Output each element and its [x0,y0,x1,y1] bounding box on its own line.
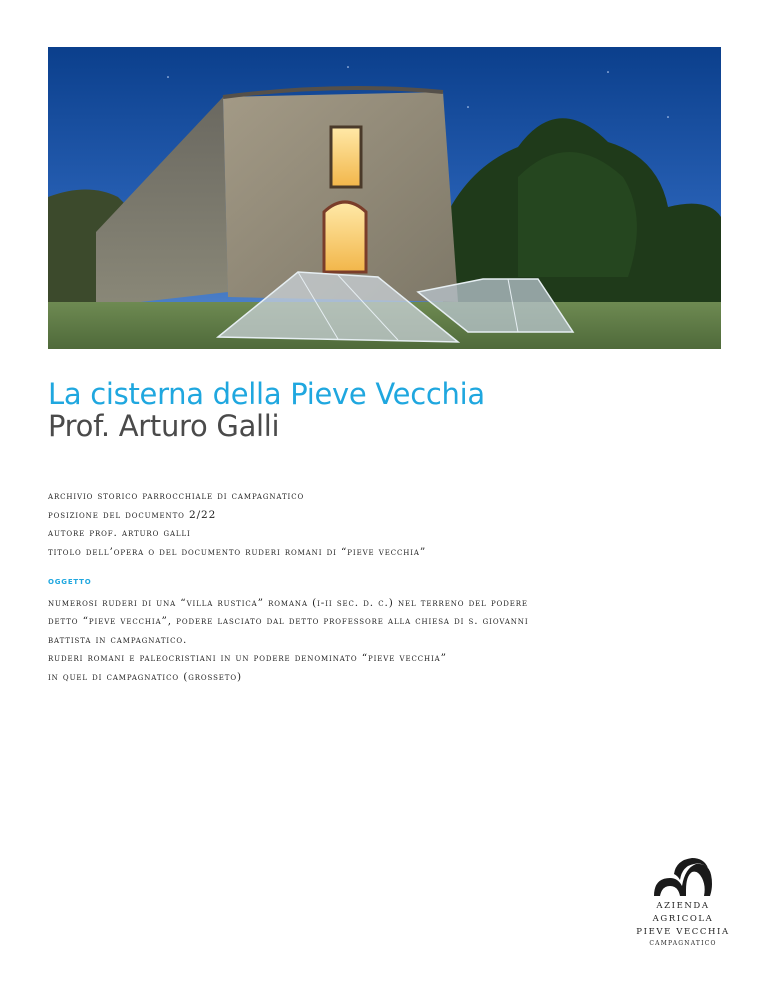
title-line-2: Prof. Arturo Galli [48,409,280,443]
meta-line: posizione del documento 2/22 [48,508,217,521]
subject-line: ruderi romani e paleocristiani in un podere denominato “pieve vecchia” [48,652,447,664]
subject-line: numerosi ruderi di una “villa rustica” romana (i-ii sec. d. c.) nel terreno del podere [48,596,528,609]
logo-line-1: AZIENDA AGRICOLA [652,901,714,924]
hero-photo [48,47,721,349]
logo-line-3: CAMPAGNATICO [649,940,717,947]
logo-mark-icon [652,856,714,900]
subject-line: detto “pieve vecchia”, podere lasciato dal detto professore alla chiesa di s. giovanni [48,615,529,627]
meta-line: archivio storico parrocchiale di campagnatico [48,490,305,502]
document-title [48,378,728,442]
title-line-1: La cisterna della Pieve Vecchia [48,377,485,411]
meta-line: autore prof. arturo galli [48,527,191,539]
subject-line: battista in campagnatico. [48,633,188,646]
logo-line-2: PIEVE VECCHIA [636,927,730,937]
subject-line: in quel di campagnatico (grosseto) [48,670,243,683]
subject-block [48,573,728,686]
meta-line: titolo dell’opera o del documento ruderi romani di “pieve vecchia” [48,545,427,558]
subject-label: oggetto [48,576,92,587]
company-logo [624,856,742,949]
metadata-block [48,487,728,561]
